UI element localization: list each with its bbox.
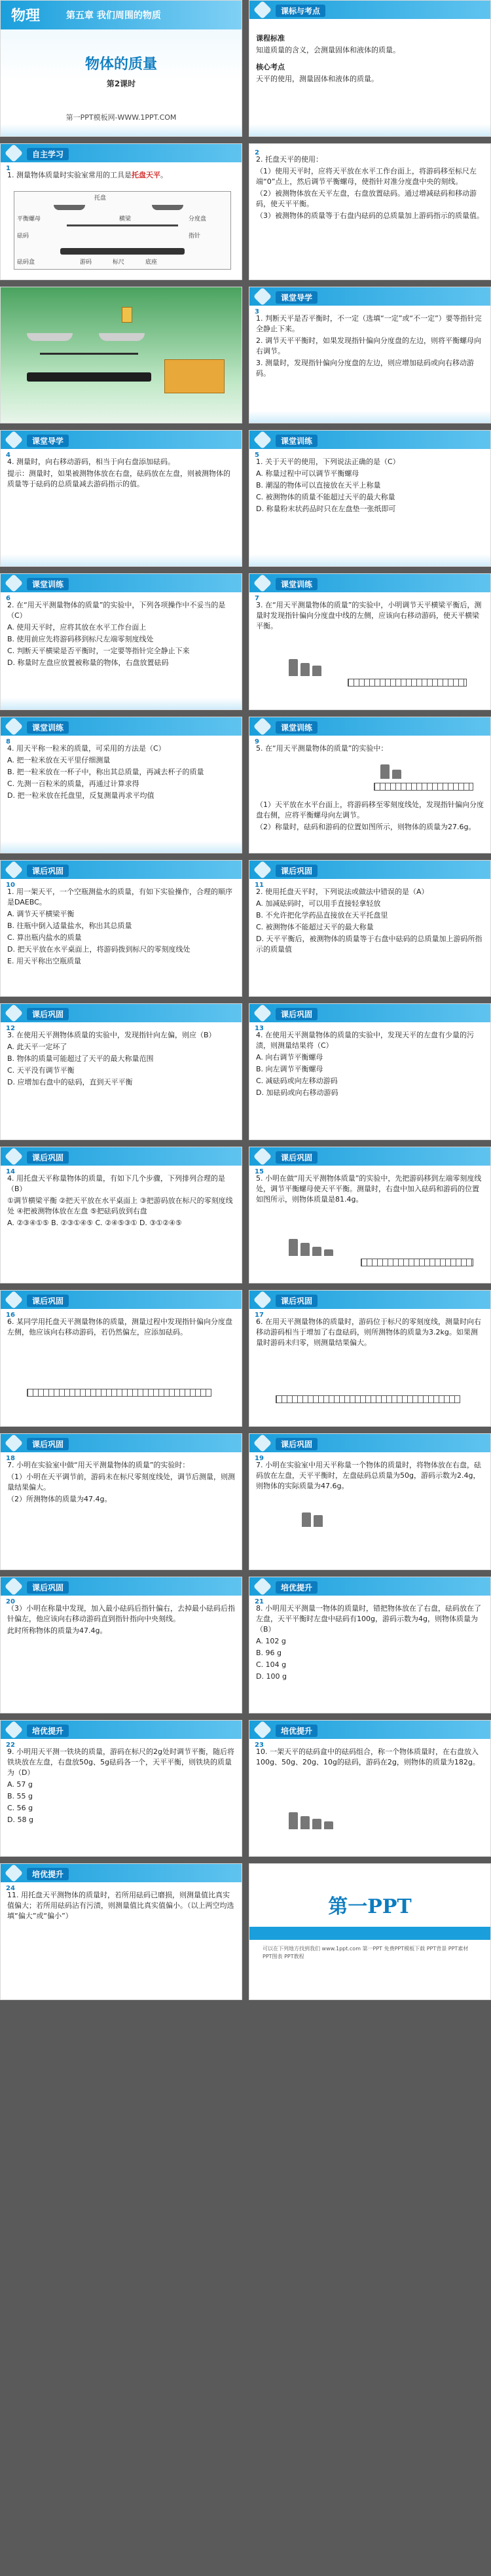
line: （2）被测物体放在天平左盘，右盘放置砝码。通过增减砝码和移动游码，使天平平衡。 xyxy=(256,189,477,208)
line: A. 使用天平时，应将其放在水平工作台面上 xyxy=(7,623,147,632)
line: 9. 小明用天平测一铁块的质量，游码在标尺的2g处时调节平衡，随后将铁块放在左盘，右盘放50g、5g砝码各一个，天平平衡，则铁块的质量为（D） xyxy=(7,1747,234,1777)
slide-head xyxy=(249,1004,490,1022)
hex-icon xyxy=(5,1577,23,1596)
slide-number: 22 xyxy=(6,1742,15,1749)
slide-number: 1 xyxy=(6,165,10,172)
slide-body xyxy=(7,1890,235,1994)
slide-head-title: 课后巩固 xyxy=(27,1151,69,1164)
line: C. 被测物体不能超过天平的最大称量 xyxy=(256,923,374,931)
slide-head xyxy=(249,861,490,879)
line: 4. 测量时，向右移动游码，相当于向右盘添加砝码。 xyxy=(7,457,175,466)
slide-body xyxy=(7,1460,235,1564)
weight xyxy=(300,1243,310,1256)
slide-head-title: 课堂导学 xyxy=(276,291,318,304)
slide-training-2 xyxy=(0,573,242,710)
scale-ruler xyxy=(348,679,467,687)
weight xyxy=(312,1819,321,1829)
hex-icon xyxy=(5,1721,23,1739)
line: A. 称量过程中可以调节平衡螺母 xyxy=(256,469,359,478)
line: B. 96 g xyxy=(256,1649,282,1657)
slide-training-3 xyxy=(249,573,491,710)
slide-head-title: 课后巩固 xyxy=(27,1295,69,1307)
line: A. 57 g xyxy=(7,1780,33,1789)
slide-body xyxy=(256,1460,484,1564)
line: 3. 在“用天平测量物体的质量”的实验中，小明调节天平横梁平衡后，测量时发现指针偏向分度盘中线的左侧，应该向右移动游码，使天平横梁平衡。 xyxy=(256,601,482,630)
scale-ruler xyxy=(374,783,473,791)
slide-head-title: 课后巩固 xyxy=(27,1581,69,1594)
scale-ruler xyxy=(276,1395,460,1403)
slide-review-9 xyxy=(0,1433,242,1570)
line: D. 应增加右盘中的砝码，直到天平平衡 xyxy=(7,1078,133,1086)
slide-head-title: 课后巩固 xyxy=(276,865,318,877)
slide-body xyxy=(256,1603,484,1708)
label-beam: 横梁 xyxy=(119,216,132,223)
label-scale: 标尺 xyxy=(113,259,125,266)
line: C. 判断天平横梁是否平衡时，一定要等指针完全静止下来 xyxy=(7,647,190,655)
cover-slide xyxy=(0,0,242,137)
brand-logo: 第一PPT xyxy=(328,1895,412,1918)
slide-number: 15 xyxy=(255,1168,264,1175)
question-1 xyxy=(7,170,235,181)
hex-icon xyxy=(253,1291,272,1309)
weight xyxy=(314,1515,323,1527)
line: 5. 在“用天平测量物体的质量”的实验中： xyxy=(256,744,388,753)
line: D. 加砝码或向右移动游码 xyxy=(256,1088,338,1097)
slide-body xyxy=(256,1747,484,1851)
weight xyxy=(289,659,298,676)
hex-icon xyxy=(253,1004,272,1022)
deco-wave xyxy=(1,124,242,136)
hex-icon xyxy=(5,1004,23,1022)
left-pan xyxy=(54,205,85,210)
slide-balance-usage xyxy=(249,143,491,280)
slide-training-4 xyxy=(0,717,242,853)
slide-head xyxy=(1,861,242,879)
slide-body xyxy=(7,600,235,704)
slide-head-title: 培优提升 xyxy=(27,1725,69,1737)
hex-icon xyxy=(5,717,23,736)
weights-figure xyxy=(302,1512,323,1527)
slide-head-title: 课后巩固 xyxy=(27,865,69,877)
slide-syllabus xyxy=(249,0,491,137)
slide-head xyxy=(1,574,242,592)
slide-body xyxy=(256,1030,484,1134)
deco-wave xyxy=(1,698,242,709)
slide-body xyxy=(7,887,235,991)
slide-number: 8 xyxy=(6,738,10,745)
slide-training-1 xyxy=(249,430,491,567)
line: C. 56 g xyxy=(7,1804,33,1812)
slide-review-4 xyxy=(249,1003,491,1140)
slide-head xyxy=(249,1721,490,1739)
slide-review-1 xyxy=(0,860,242,997)
line: 1. 用一架天平，一个空瓶测盐水的质量，有如下实验操作，合理的顺序是DAEBC。 xyxy=(7,887,232,906)
hex-icon xyxy=(253,287,272,306)
weights-figure xyxy=(380,764,401,779)
slide-advance-3 xyxy=(249,1720,491,1857)
slide-number: 14 xyxy=(6,1168,15,1175)
line: B. 把一粒米放在一杯子中，称出其总质量，再减去杯子的质量 xyxy=(7,768,204,776)
hex-icon xyxy=(5,861,23,879)
line: 天平的使用，测量固体和液体的质量。 xyxy=(256,75,378,83)
deco-wave xyxy=(1,554,242,566)
slide-head-title: 课后巩固 xyxy=(276,1151,318,1164)
line: （2）所测物体的质量为47.4g。 xyxy=(7,1495,112,1503)
cover-site: 第一PPT模板网-WWW.1PPT.COM xyxy=(65,113,177,122)
weight-box xyxy=(164,359,225,393)
line: （2）称量时，砝码和游码的位置如图所示，则物体的质量为27.6g。 xyxy=(256,823,476,831)
slide-number: 16 xyxy=(6,1312,15,1319)
line: 5. 小明在做“用天平测物体质量”的实验中，先把游码移到左端零刻度线处，调节平衡螺母使天平平衡。测量时，右盘中加入砝码和游码的位置如图所示，则物体质量是81.4g。 xyxy=(256,1174,482,1204)
weight xyxy=(324,1249,333,1256)
line: 2. 调节天平平衡时，如果发现指针偏向分度盘的左边，则将平衡螺母向右调节。 xyxy=(256,336,481,355)
cover-lesson: 第2课时 xyxy=(106,79,136,88)
slide-body xyxy=(7,1317,235,1421)
slide-body xyxy=(256,743,484,848)
slide-number: 3 xyxy=(255,308,259,315)
slide-head-title: 课标与考点 xyxy=(276,5,325,17)
cover-chapter: 第五章 我们周围的物质 xyxy=(66,10,161,21)
q1-end: 。 xyxy=(160,171,168,179)
slide-head-title: 课后巩固 xyxy=(27,1438,69,1450)
slide-head xyxy=(1,431,242,449)
q1-text: 1. 测量物体质量时实验室常用的工具是 xyxy=(7,171,132,179)
slide-head-title: 课堂训练 xyxy=(27,721,69,734)
slide-head-title: 自主学习 xyxy=(27,148,69,160)
slide-review-6 xyxy=(249,1147,491,1283)
line: 4. 用天平称一粒米的质量，可采用的方法是（C） xyxy=(7,744,166,753)
slide-head xyxy=(249,431,490,449)
slide-head-title: 课后巩固 xyxy=(276,1295,318,1307)
balance-photo xyxy=(1,287,242,423)
weights-figure xyxy=(289,1239,333,1256)
line: A. 加减砝码时，可以用手直接轻拿轻放 xyxy=(256,899,381,908)
hex-icon xyxy=(253,861,272,879)
brand-strip xyxy=(249,1927,490,1940)
slide-number: 5 xyxy=(255,452,259,459)
line: A. 此天平一定坏了 xyxy=(7,1043,67,1051)
slide-number: 20 xyxy=(6,1598,15,1605)
hex-icon xyxy=(5,1291,23,1309)
slide-number: 10 xyxy=(6,882,15,889)
hex-icon xyxy=(253,1721,272,1739)
line: 7. 小明在实验室中用天平称量一个物体的质量时，将物体放在右盘，砝码放在左盘，天平平衡时，左盘砝码总质量为50g，游码示数为2.4g，则物体的实际质量为47.6g。 xyxy=(256,1461,481,1490)
cover-title: 物体的质量 xyxy=(84,56,157,73)
label-dial: 分度盘 xyxy=(189,216,207,223)
slide-review-5 xyxy=(0,1147,242,1283)
line: 2. 托盘天平的使用： xyxy=(256,155,323,164)
weight xyxy=(324,1821,333,1829)
beam xyxy=(67,224,178,226)
line: D. 称量粉末状药品时只在左盘垫一张纸即可 xyxy=(256,505,396,513)
hex-icon xyxy=(5,144,23,162)
line: C. 104 g xyxy=(256,1660,287,1669)
slide-body xyxy=(7,1603,235,1708)
slide-number: 2 xyxy=(255,149,259,156)
weight xyxy=(300,663,310,676)
line: （1）小明在天平调节前，游码未在标尺零刻度线处，调节后测量，则测量结果偏大。 xyxy=(7,1473,235,1492)
slide-number: 4 xyxy=(6,452,10,459)
weights-figure xyxy=(289,1812,333,1829)
hex-icon xyxy=(5,431,23,449)
footer-logo-slide xyxy=(249,1863,491,2000)
slide-number: 21 xyxy=(255,1598,264,1605)
label-rider: 游码 xyxy=(80,259,92,266)
line: C. 天平没有调节平衡 xyxy=(7,1066,75,1075)
slide-review-7 xyxy=(0,1290,242,1427)
weight xyxy=(302,1512,311,1527)
slide-number: 17 xyxy=(255,1312,264,1319)
deco-wave xyxy=(249,554,490,566)
weight xyxy=(392,770,401,779)
slide-head-title: 培优提升 xyxy=(27,1868,69,1880)
line: （1）使用天平时，应将天平放在水平工作台面上，将游码移至标尺左端“0”点上，然后调节平衡螺母，使指针对准分度盘中央的刻线。 xyxy=(256,167,477,186)
slide-head-title: 课堂训练 xyxy=(276,578,318,590)
line: B. 往瓶中倒入适量盐水，称出其总质量 xyxy=(7,921,132,930)
slide-body xyxy=(7,1030,235,1134)
line: B. 物体的质量可能超过了天平的最大称量范围 xyxy=(7,1054,154,1063)
label-tray: 托盘 xyxy=(94,195,107,202)
slide-body xyxy=(256,313,484,418)
line: 3. 测量时，发现指针偏向分度盘的左边，则应增加砝码或向右移动游码。 xyxy=(256,359,474,378)
left-pan xyxy=(27,333,73,341)
label-weight-box: 砝码盒 xyxy=(17,259,35,266)
weight xyxy=(380,764,390,779)
deco-wave xyxy=(249,411,490,423)
footer-links: 可以在下列地方找到我们 www.1ppt.com 第一PPT 免费PPT模板下载 PPT背景 PPT素材 PPT图表 PPT教程 xyxy=(263,1946,469,1959)
slide-body xyxy=(256,600,484,704)
slide-head-title: 课堂训练 xyxy=(27,578,69,590)
line: A. 把一粒米放在天平里仔细测量 xyxy=(7,756,111,764)
slide-head xyxy=(1,1291,242,1309)
line: 6. 在用天平测量物体的质量时，游码位于标尺的零刻度线，测量时向右移动游码相当于增加了右盘砝码，则所测物体的质量为3.2kg。如果测量时游码未归零，则测量结果偏大。 xyxy=(256,1317,481,1347)
line: 2. 使用托盘天平时，下列说法或做法中错误的是（A） xyxy=(256,887,429,896)
slide-head xyxy=(1,1577,242,1596)
slide-head xyxy=(1,1864,242,1882)
slide-head xyxy=(249,1577,490,1596)
slide-head-title: 课后巩固 xyxy=(27,1008,69,1020)
line: 1. 关于天平的使用，下列说法正确的是（C） xyxy=(256,457,400,466)
line: A. 向右调节平衡螺母 xyxy=(256,1053,323,1062)
line: B. 向左调节平衡螺母 xyxy=(256,1065,323,1073)
line: C. 被测物体的质量不能超过天平的最大称量 xyxy=(256,493,395,501)
line: A. 调节天平横梁平衡 xyxy=(7,910,75,918)
slide-review-8 xyxy=(249,1290,491,1427)
weight xyxy=(312,666,321,676)
line: 7. 小明在实验室中做“用天平测量物体的质量”的实验时： xyxy=(7,1461,190,1469)
slide-body xyxy=(256,27,484,131)
line: A. 102 g xyxy=(256,1637,286,1645)
line: D. 称量时左盘应放置被称量的物体，右盘放置砝码 xyxy=(7,658,169,667)
line: 11. 用托盘天平测物体的质量时，若所用砝码已磨损，则测量值比真实值偏大；若所用砝码沾有污渍，则测量值比真实值偏小。（以上两空均选填“偏大”或“偏小”） xyxy=(7,1891,234,1920)
cover-subject: 物理 xyxy=(11,7,41,24)
slide-review-11 xyxy=(0,1577,242,1713)
slide-number: 11 xyxy=(255,882,264,889)
slide-head xyxy=(249,287,490,306)
line: 4. 用托盘天平称量物体的质量，有如下几个步骤，下列排列合理的是（B） xyxy=(7,1174,225,1193)
deco-wave xyxy=(1,841,242,853)
slide-head xyxy=(1,1721,242,1739)
line: 此时所称物体的质量为47.4g。 xyxy=(7,1626,107,1635)
right-pan xyxy=(99,333,145,341)
weights-figure xyxy=(289,659,321,676)
line: 3. 在使用天平测物体质量的实验中，发现指针向左偏，则应（B） xyxy=(7,1031,216,1039)
slide-balance-image xyxy=(0,287,242,423)
beam xyxy=(40,353,138,355)
slide-body xyxy=(256,457,484,561)
weight xyxy=(312,1247,321,1256)
slide-training-5 xyxy=(249,717,491,853)
line: E. 用天平称出空瓶质量 xyxy=(7,957,81,965)
line: （3）小明在称量中发现，加入最小砝码后指针偏右，去掉最小砝码后指针偏左，他应该向右移动游码直到指针指向中央刻线。 xyxy=(7,1604,235,1623)
line: D. 100 g xyxy=(256,1672,287,1681)
slide-number: 9 xyxy=(255,738,259,745)
hex-icon xyxy=(5,574,23,592)
deco-wave xyxy=(249,124,490,136)
line: 1. 判断天平是否平衡时，不一定（选填“一定”或“不一定”）要等指针完全静止下来。 xyxy=(256,314,482,333)
golden-block xyxy=(122,307,132,323)
line: C. 算出瓶内盐水的质量 xyxy=(7,933,82,942)
slide-self-study xyxy=(0,143,242,280)
line: C. 先测一百粒米的质量，再通过计算求得 xyxy=(7,779,139,788)
slide-head xyxy=(249,1147,490,1166)
line: C. 减砝码或向左移动游码 xyxy=(256,1077,338,1085)
hex-icon xyxy=(253,431,272,449)
line: B. 潮湿的物体可以直接放在天平上称量 xyxy=(256,481,381,490)
slide-head xyxy=(1,1147,242,1166)
slide-body xyxy=(256,154,484,274)
slide-body xyxy=(7,1173,235,1278)
hex-icon xyxy=(253,717,272,736)
label-base: 底座 xyxy=(145,259,158,266)
slide-review-2 xyxy=(249,860,491,997)
line: （1）天平放在水平台面上，将游码移至零刻度线处，发现指针偏向分度盘右侧，应将平衡螺母向左调节。 xyxy=(256,800,484,819)
slide-head xyxy=(249,1291,490,1309)
line: D. 把一粒米放在托盘里，反复测量再求平均值 xyxy=(7,791,155,800)
right-pan xyxy=(152,205,183,210)
slide-number: 12 xyxy=(6,1025,15,1032)
slide-advance-2 xyxy=(0,1720,242,1857)
weight xyxy=(300,1816,310,1829)
scale-ruler xyxy=(361,1259,473,1266)
slide-number: 7 xyxy=(255,595,259,602)
slide-number: 19 xyxy=(255,1455,264,1462)
slide-head-title: 课堂导学 xyxy=(27,435,69,447)
hex-icon xyxy=(253,1,272,19)
slide-head-title: 课后巩固 xyxy=(276,1438,318,1450)
hex-icon xyxy=(5,1434,23,1452)
slide-body xyxy=(256,887,484,991)
hex-icon xyxy=(253,1147,272,1166)
balance-figure xyxy=(14,191,231,270)
base xyxy=(60,248,185,255)
slide-head xyxy=(1,1434,242,1452)
slide-body xyxy=(7,457,235,561)
slide-head xyxy=(1,717,242,736)
slide-body xyxy=(7,1747,235,1851)
line: 核心考点 xyxy=(256,63,285,71)
label-balance-nut: 平衡螺母 xyxy=(17,216,41,223)
line: 4. 在使用天平测量物体的质量的实验中，发现天平的左盘有少量的污渍，则测量结果将（C） xyxy=(256,1031,474,1050)
line: 知道质量的含义，会测量固体和液体的质量。 xyxy=(256,46,400,54)
label-weights: 砝码 xyxy=(17,233,29,240)
hex-icon xyxy=(253,1434,272,1452)
line: 提示：测量时，如果被测物体放在右盘，砝码放在左盘，则被测物体的质量等于砝码的总质量减去游码指示的值。 xyxy=(7,469,230,488)
line: （3）被测物体的质量等于右盘内砝码的总质量加上游码指示的质量值。 xyxy=(256,211,484,220)
slide-guide-1 xyxy=(249,287,491,423)
hex-icon xyxy=(253,1577,272,1596)
line: 6. 某同学用托盘天平测量物体的质量，测量过程中发现指针偏向分度盘左侧，他应该向右移动游码，若仍然偏左，应添加砝码。 xyxy=(7,1317,232,1336)
slide-review-10 xyxy=(249,1433,491,1570)
label-pointer: 指针 xyxy=(189,233,201,240)
line: 课程标准 xyxy=(256,34,285,43)
slide-head xyxy=(1,1004,242,1022)
slide-head xyxy=(249,1434,490,1452)
line: 8. 小明用天平测量一物体的质量时，错把物体放在了右盘，砝码放在了左盘，天平平衡时左盘中砝码有100g，游码示数为4g，则物体质量为（B） xyxy=(256,1604,481,1634)
weight xyxy=(289,1812,298,1829)
line: D. 58 g xyxy=(7,1816,33,1824)
slide-number: 23 xyxy=(255,1742,264,1749)
line: B. 不允许把化学药品直接放在天平托盘里 xyxy=(256,911,388,920)
line: D. 天平平衡后，被测物体的质量等于右盘中砝码的总质量加上游码所指示的质量值 xyxy=(256,935,482,954)
slide-number: 13 xyxy=(255,1025,264,1032)
slide-head-title: 课后巩固 xyxy=(276,1008,318,1020)
slide-advance-1 xyxy=(249,1577,491,1713)
slide-head-title: 课堂训练 xyxy=(276,435,318,447)
base xyxy=(27,372,151,382)
slide-head-title: 培优提升 xyxy=(276,1581,318,1594)
slide-head-title: 课堂训练 xyxy=(276,721,318,734)
line: A. ②③④①⑤ B. ②③①④⑤ C. ②④⑤③① D. ③①②④⑤ xyxy=(7,1219,182,1227)
slide-body xyxy=(256,1317,484,1421)
hex-icon xyxy=(5,1147,23,1166)
weight xyxy=(289,1239,298,1256)
slide-number: 6 xyxy=(6,595,10,602)
slide-review-3 xyxy=(0,1003,242,1140)
line: B. 使用前应先将游码移到标尺左端零刻度线处 xyxy=(7,635,154,643)
slide-head xyxy=(249,574,490,592)
slide-head xyxy=(1,144,242,162)
slide-number: 24 xyxy=(6,1885,15,1892)
slide-number: 18 xyxy=(6,1455,15,1462)
slide-head xyxy=(249,717,490,736)
hex-icon xyxy=(253,574,272,592)
hex-icon xyxy=(5,1864,23,1882)
answer-text: 托盘天平 xyxy=(132,171,160,179)
slide-advance-4 xyxy=(0,1863,242,2000)
slide-body xyxy=(7,743,235,848)
slide-head-title: 培优提升 xyxy=(276,1725,318,1737)
line: B. 55 g xyxy=(7,1792,33,1800)
line: 2. 在“用天平测量物体的质量”的实验中，下列各项操作中不妥当的是（C） xyxy=(7,601,226,620)
line: D. 把天平放在水平桌面上，将游码拨到标尺的零刻度线处 xyxy=(7,945,191,954)
slide-guide-2 xyxy=(0,430,242,567)
scale-ruler xyxy=(27,1389,211,1397)
line: ①调节横梁平衡 ②把天平放在水平桌面上 ③把游码放在标尺的零刻度线处 ④把被测物体放在左盘 ⑤把砝码放到右盘 xyxy=(7,1196,233,1215)
slide-head xyxy=(249,1,490,19)
line: 10. 一架天平的砝码盒中的砝码组合，称一个物体质量时，在右盘放入100g、50g、20g、10g的砝码，游码在2g，则物体的质量为182g。 xyxy=(256,1747,480,1766)
